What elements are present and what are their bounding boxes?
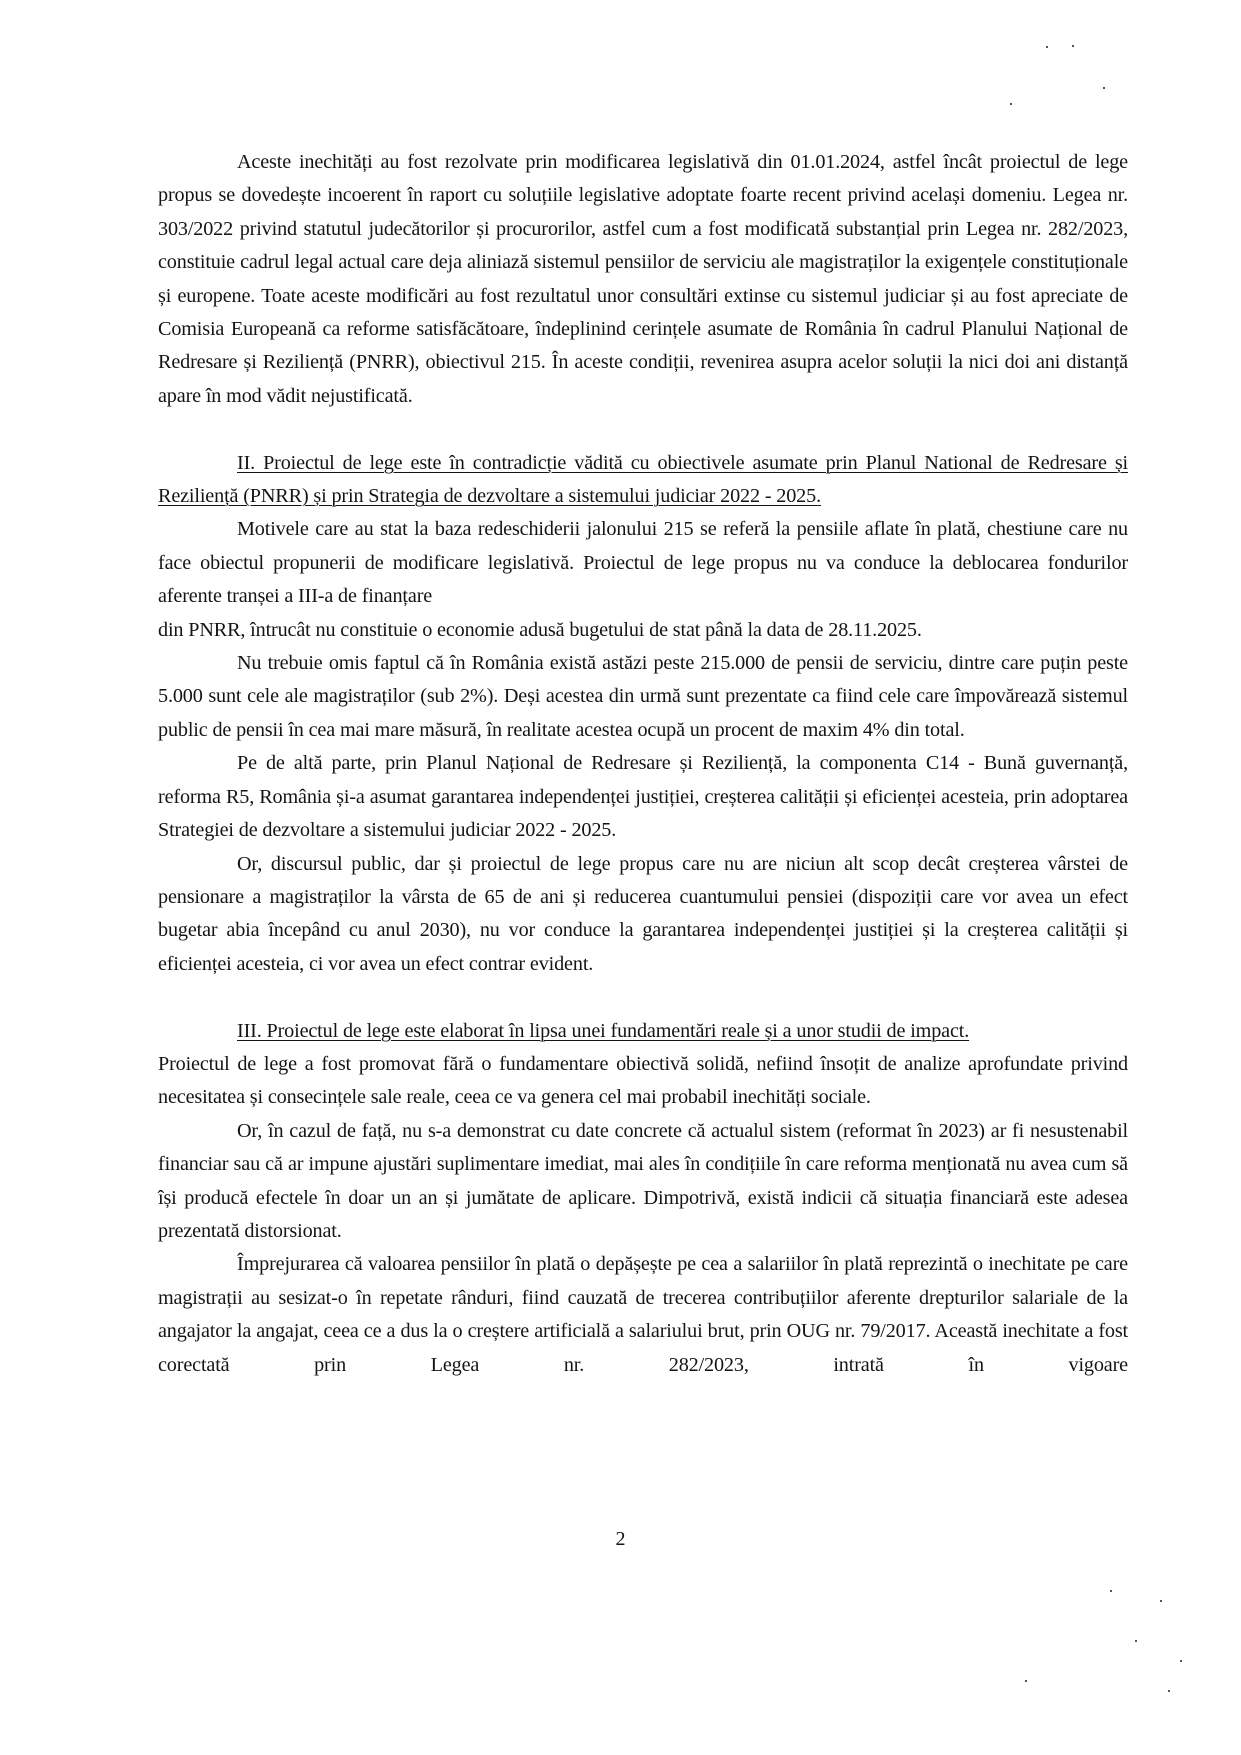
section-3-paragraph-1: Proiectul de lege a fost promovat fără o fundamentare obiectivă solidă, nefiind însoțit de analize aprofundate privind necesitatea și consecințele sale reale, ceea ce va genera cel mai probabil inechități sociale. [158,1052,1128,1109]
scan-speck [1046,46,1048,48]
section-2-paragraph-2: Nu trebuie omis faptul că în România există astăzi peste 215.000 de pensii de serviciu, dintre care puțin peste 5.000 sunt cele ale magistraților (sub 2%). Deși acestea din urmă sunt prezentate ca fiind cele care împovărează sistemul public de pensii în cea mai mare măsură, în realitate acestea ocupă un procent de maxim 4% din total. [158,652,1128,741]
section-3-heading [158,1015,1128,1048]
scan-speck [1103,87,1105,89]
document-page [158,146,1128,1382]
section-3-paragraph-3: Împrejurarea că valoarea pensiilor în plată o depășește pe cea a salariilor în plată reprezintă o inechitate pe care magistrații au sesizat-o în repetate rânduri, fiind cauzată de trecerea contribuțiilor aferente drepturilor salariale de la angajator la angajat, ceea ce a dus la o creștere artificială a salariului brut, prin OUG nr. 79/2017. Această inechitate a fost corectată prin Legea nr. 282/2023, intrată în vigoare [158,1253,1128,1376]
scan-speck [1180,1660,1182,1662]
section-2-paragraph-3: Pe de altă parte, prin Planul Național de Redresare și Reziliență, la componenta C14 - Bună guvernanță, reforma R5, România și-a asumat garantarea independenței justiției, creșterea calității și eficienței acesteia, prin adoptarea Strategiei de dezvoltare a sistemului judiciar 2022 - 2025. [158,752,1128,842]
section-3-paragraph-2: Or, în cazul de față, nu s-a demonstrat cu date concrete că actualul sistem (reformat în 2023) ar fi nesustenabil financiar sau că ar impune ajustări suplimentare imediat, mai ales în condițiile în care reforma menționată nu avea cum să își producă efectele în doar un an și jumătate de aplicare. Dimpotrivă, există indicii că situația financiară este adesea prezentată distorsionat. [158,1119,1128,1242]
scan-speck [1168,1690,1170,1692]
scan-speck [1110,1590,1112,1592]
section-2-heading [158,447,1128,514]
section-3-heading-text: III. Proiectul de lege este elaborat în lipsa unei fundamentări reale și a unor studii de impact. [237,1019,970,1042]
paragraph-intro: Aceste inechități au fost rezolvate prin modificarea legislativă din 01.01.2024, astfel încât proiectul de lege propus se dovedește incoerent în raport cu soluțiile legislative adoptate foarte recent privind același domeniu. Legea nr. 303/2022 privind statutul judecătorilor și procurorilor, astfel cum a fost modificată substanțial prin Legea nr. 282/2023, constituie cadrul legal actual care deja aliniază sistemul pensiilor de serviciu ale magistraților la exigențele constituționale și europene. Toate aceste modificări au fost rezultatul unor consultări extinse cu sistemul judiciar și au fost apreciate de Comisia Europeană ca reforme satisfăcătoare, îndeplinind cerințele asumate de România în cadrul Planului Național de Redresare și Reziliență (PNRR), obiectivul 215. În aceste condiții, revenirea asupra acelor soluții la nici doi ani distanță apare în mod vădit nejustificată. [158,151,1128,407]
section-2-heading-text: II. Proiectul de lege este în contradicție vădită cu obiectivele asumate prin Planul National de Redresare și Reziliență (PNRR) și prin Strategia de dezvoltare a sistemului judiciar 2022 - 2025. [158,451,1128,508]
scan-speck [1010,103,1012,105]
section-gap [158,413,1128,446]
section-2-paragraph-4: Or, discursul public, dar și proiectul de lege propus care nu are niciun alt scop decât creșterea vârstei de pensionare a magistraților la vârsta de 65 de ani și reducerea cuantumului pensiei (dispoziții care vor avea un efect bugetar abia începând cu anul 2030), nu vor conduce la garantarea independenței justiției și la creșterea calității și eficienței acesteia, ci vor avea un efect contrar evident. [158,852,1128,975]
section-2-paragraph-1a: Motivele care au stat la baza redeschiderii jalonului 215 se referă la pensiile aflate în plată, chestiune care nu face obiectul propunerii de modificare legislativă. Proiectul de lege propus nu va conduce la deblocarea fondurilor aferente tranșei a III-a de finanțare [158,518,1128,608]
scan-speck [1135,1640,1137,1642]
scan-speck [1160,1600,1162,1602]
section-2-paragraph-1b: din PNRR, întrucât nu constituie o economie adusă bugetului de stat până la data de 28.11.2025. [158,618,922,641]
scan-speck [1025,1680,1027,1682]
scan-speck [1072,45,1074,47]
section-gap [158,981,1128,1014]
page-number: 2 [615,1528,626,1550]
